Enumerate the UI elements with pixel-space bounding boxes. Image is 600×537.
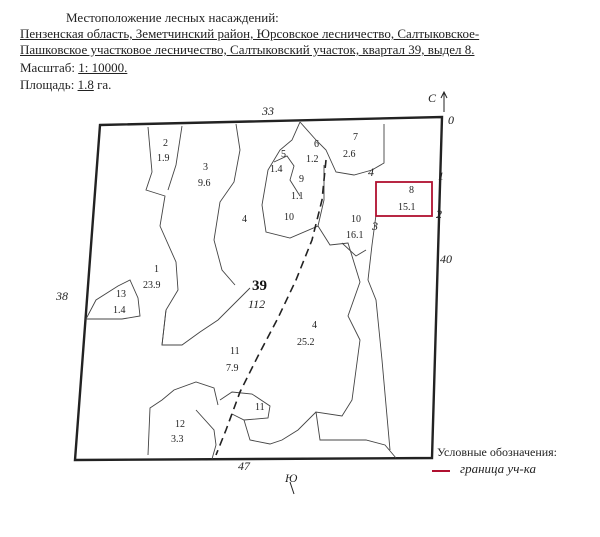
plot-area: 2.6 bbox=[343, 149, 356, 160]
location-line-2: Пашковское участковое лесничество, Салтыковский участок, квартал 39, выдел 8. bbox=[20, 42, 475, 57]
plot-id: 9 bbox=[299, 174, 304, 185]
scale-value: 1: 10000. bbox=[78, 60, 128, 75]
survey-point-2: 2 bbox=[436, 207, 442, 221]
legend-title: Условные обозначения: bbox=[437, 445, 558, 459]
plot-area: 1.2 bbox=[306, 154, 319, 165]
plot-area: 16.1 bbox=[346, 230, 364, 241]
plot-id: 6 bbox=[314, 139, 319, 150]
compartment-boundaries bbox=[86, 122, 396, 459]
plot-id: 1 bbox=[154, 264, 159, 275]
survey-point-0: 0 bbox=[448, 113, 454, 127]
plot-area: 3.3 bbox=[171, 434, 184, 445]
plot-id: 10 bbox=[284, 212, 294, 223]
plot-area: 1.4 bbox=[270, 164, 283, 175]
plot-area: 25.2 bbox=[297, 337, 315, 348]
legend-boundary-label: граница уч-ка bbox=[460, 461, 536, 476]
plot-id: 11 bbox=[230, 346, 240, 357]
legend-boundary-line bbox=[432, 470, 450, 472]
plot-area: 1.1 bbox=[291, 191, 304, 202]
area-unit: га. bbox=[97, 77, 112, 92]
plot-id: 4 bbox=[312, 320, 317, 331]
south-corner-mark: Ю bbox=[285, 471, 298, 485]
plot-id: 3 bbox=[203, 162, 208, 173]
location-line-1: Пензенская область, Земетчинский район, Юрсовское лесничество, Салтыковское- bbox=[20, 26, 480, 41]
dashed-path bbox=[216, 160, 326, 455]
plot-area: 15.1 bbox=[398, 202, 416, 213]
plot-area: 1.9 bbox=[157, 153, 170, 164]
north-arrow bbox=[441, 92, 447, 112]
plot-id: 12 bbox=[175, 419, 185, 430]
plot-area: 1.4 bbox=[113, 305, 126, 316]
plot-id: 4 bbox=[242, 214, 247, 225]
plot-area: 7.9 bbox=[226, 363, 239, 374]
scale-label: Масштаб: bbox=[20, 60, 75, 75]
neighbor-north: 33 bbox=[262, 104, 274, 118]
area-value: 1.8 bbox=[77, 77, 94, 92]
neighbor-south: 47 bbox=[238, 459, 250, 473]
plot-area: 23.9 bbox=[143, 280, 161, 291]
plot-id: 8 bbox=[409, 185, 414, 196]
survey-point-4: 4 bbox=[368, 165, 374, 179]
plot-id: 13 bbox=[116, 289, 126, 300]
quarter-area: 112 bbox=[248, 297, 266, 311]
neighbor-east: 40 bbox=[440, 252, 452, 266]
plot-area: 9.6 bbox=[198, 178, 211, 189]
plot-id: 10 bbox=[351, 214, 361, 225]
plot-id: 2 bbox=[163, 138, 168, 149]
plot-id: 5 bbox=[281, 149, 286, 160]
area-label: Площадь: bbox=[20, 77, 75, 92]
quarter-number: 39 bbox=[252, 278, 267, 294]
plot-id: 7 bbox=[353, 132, 358, 143]
survey-point-1: 1 bbox=[438, 169, 444, 183]
map-title: Местоположение лесных насаждений: bbox=[66, 10, 279, 25]
plot-id: 11 bbox=[255, 402, 265, 413]
survey-point-3: 3 bbox=[372, 219, 378, 233]
north-corner-mark: С bbox=[428, 91, 437, 105]
neighbor-west: 38 bbox=[56, 289, 68, 303]
